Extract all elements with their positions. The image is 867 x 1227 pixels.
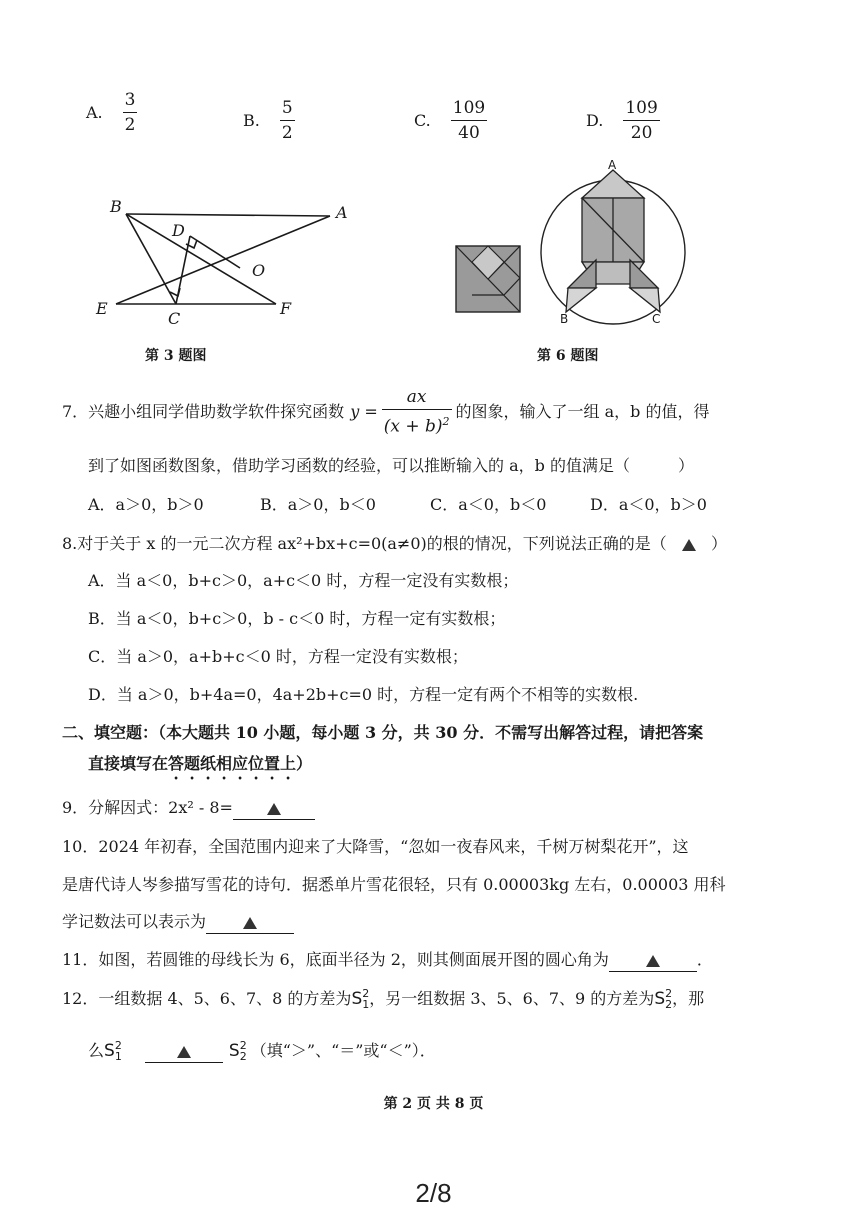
label-d: D <box>172 221 185 240</box>
label-a: A <box>608 160 617 172</box>
variance-s2: S 2 2 <box>654 987 673 1011</box>
q8-option-a: A．当 a＜0，b+c＞0，a+c＜0 时，方程一定没有实数根； <box>88 571 519 590</box>
answer-triangle-icon <box>267 803 281 815</box>
q7-stem-line2: 到了如图函数图象，借助学习函数的经验，可以推断输入的 a，b 的值满足（ ） <box>88 456 694 475</box>
q9-answer-blank <box>233 797 315 820</box>
label-c: C <box>652 312 661 326</box>
fraction: $\frac{109}{20}$ <box>625 98 658 143</box>
fraction: $\frac{5}{2}$ <box>281 98 293 143</box>
q7-stem-line1: 7．兴趣小组同学借助数学软件探究函数 y = $\frac{ax}{(x + b)^2}$ 的图象，输入了一组 a，b 的值，得 <box>62 387 710 437</box>
q7-option-d: D．a＜0，b＞0 <box>590 495 707 514</box>
label-e: E <box>96 299 108 318</box>
tangram-rocket <box>566 170 660 312</box>
answer-triangle-icon <box>177 1046 191 1058</box>
answer-triangle-icon <box>646 955 660 967</box>
q7-option-b: B．a＞0，b＜0 <box>260 495 376 514</box>
q10-line3: 学记数法可以表示为 <box>62 911 294 934</box>
line-ba <box>126 214 330 216</box>
q8-stem: 8.对于关于 x 的一元二次方程 ax²+bx+c=0(a≠0)的根的情况，下列说法正确的是（ ） <box>62 534 727 553</box>
tangram-square <box>456 246 520 312</box>
figure-3-diagram <box>90 190 370 335</box>
fraction: $\frac{3}{2}$ <box>124 90 136 135</box>
page-footer: 第 2 页 共 8 页 <box>383 1096 484 1112</box>
page-counter: 2/8 <box>415 1178 452 1208</box>
line-ae <box>116 216 330 304</box>
q10-line2: 是唐代诗人岑参描写雪花的诗句．据悉单片雪花很轻，只有 0.00003kg 左右，0.00003 用科 <box>62 875 726 894</box>
variance-s1: S 2 1 <box>104 1039 122 1063</box>
section-2-heading-line1: 二、填空题：（本大题共 10 小题，每小题 3 分，共 30 分．不需写出解答过程，请把答案 <box>62 723 704 742</box>
q6-option-c: C. $\frac{109}{40}$ <box>414 98 486 143</box>
label-b: B <box>560 312 569 326</box>
q12-line2: 么S 2 1 S 2 2 （填“＞”、“＝”或“＜”）． <box>88 1039 436 1063</box>
variance-s2: S 2 2 <box>228 1039 247 1063</box>
q7-option-a: A．a＞0，b＞0 <box>88 495 204 514</box>
q7-option-c: C．a＜0，b＜0 <box>430 495 547 514</box>
answer-triangle-icon <box>682 539 696 551</box>
q11-stem: 11．如图，若圆锥的母线长为 6，底面半径为 2，则其侧面展开图的圆心角为 ． <box>62 949 713 972</box>
q6-option-b: B. $\frac{5}{2}$ <box>243 98 293 143</box>
q10-answer-blank <box>206 911 294 934</box>
label-o: O <box>252 261 266 280</box>
figure-6-caption: 第 6 题图 <box>537 348 599 364</box>
variance-s1: S 2 1 <box>351 987 370 1011</box>
label-f: F <box>280 299 292 318</box>
q12-line1: 12．一组数据 4、5、6、7、8 的方差为S 2 1 ，另一组数据 3、5、6、7、9 的方差为S 2 2 ，那 <box>62 987 705 1011</box>
q6-option-d: D. $\frac{109}{20}$ <box>586 98 658 143</box>
figure-6-diagram <box>448 160 698 330</box>
q6-option-a: A. $\frac{3}{2}$ <box>86 90 136 135</box>
answer-triangle-icon <box>243 917 257 929</box>
q9-stem: 9．分解因式：2x² - 8= <box>62 797 315 820</box>
q12-answer-blank <box>145 1040 223 1063</box>
q11-answer-blank <box>609 949 697 972</box>
q10-line1: 10．2024 年初春，全国范围内迎来了大降雪，“忽如一夜春风来，千树万树梨花开”，这 <box>62 837 689 856</box>
q7-fraction: $\frac{ax}{(x + b)^2}$ <box>383 387 450 437</box>
figure-3-caption: 第 3 题图 <box>145 348 207 364</box>
fraction: $\frac{109}{40}$ <box>452 98 486 143</box>
label-b: B <box>110 197 122 216</box>
q8-option-d: D．当 a＞0，b+4a=0，4a+2b+c=0 时，方程一定有两个不相等的实数根. <box>88 685 639 704</box>
q8-option-b: B．当 a＜0，b+c＞0，b - c＜0 时，方程一定有实数根； <box>88 609 506 628</box>
line-bc <box>126 214 176 304</box>
q8-option-c: C．当 a＞0，a+b+c＜0 时，方程一定没有实数根； <box>88 647 468 666</box>
section-2-heading-line2: 直接填写在答题纸相应位置上） <box>88 754 313 773</box>
label-a: A <box>336 203 348 222</box>
label-c: C <box>168 309 181 328</box>
